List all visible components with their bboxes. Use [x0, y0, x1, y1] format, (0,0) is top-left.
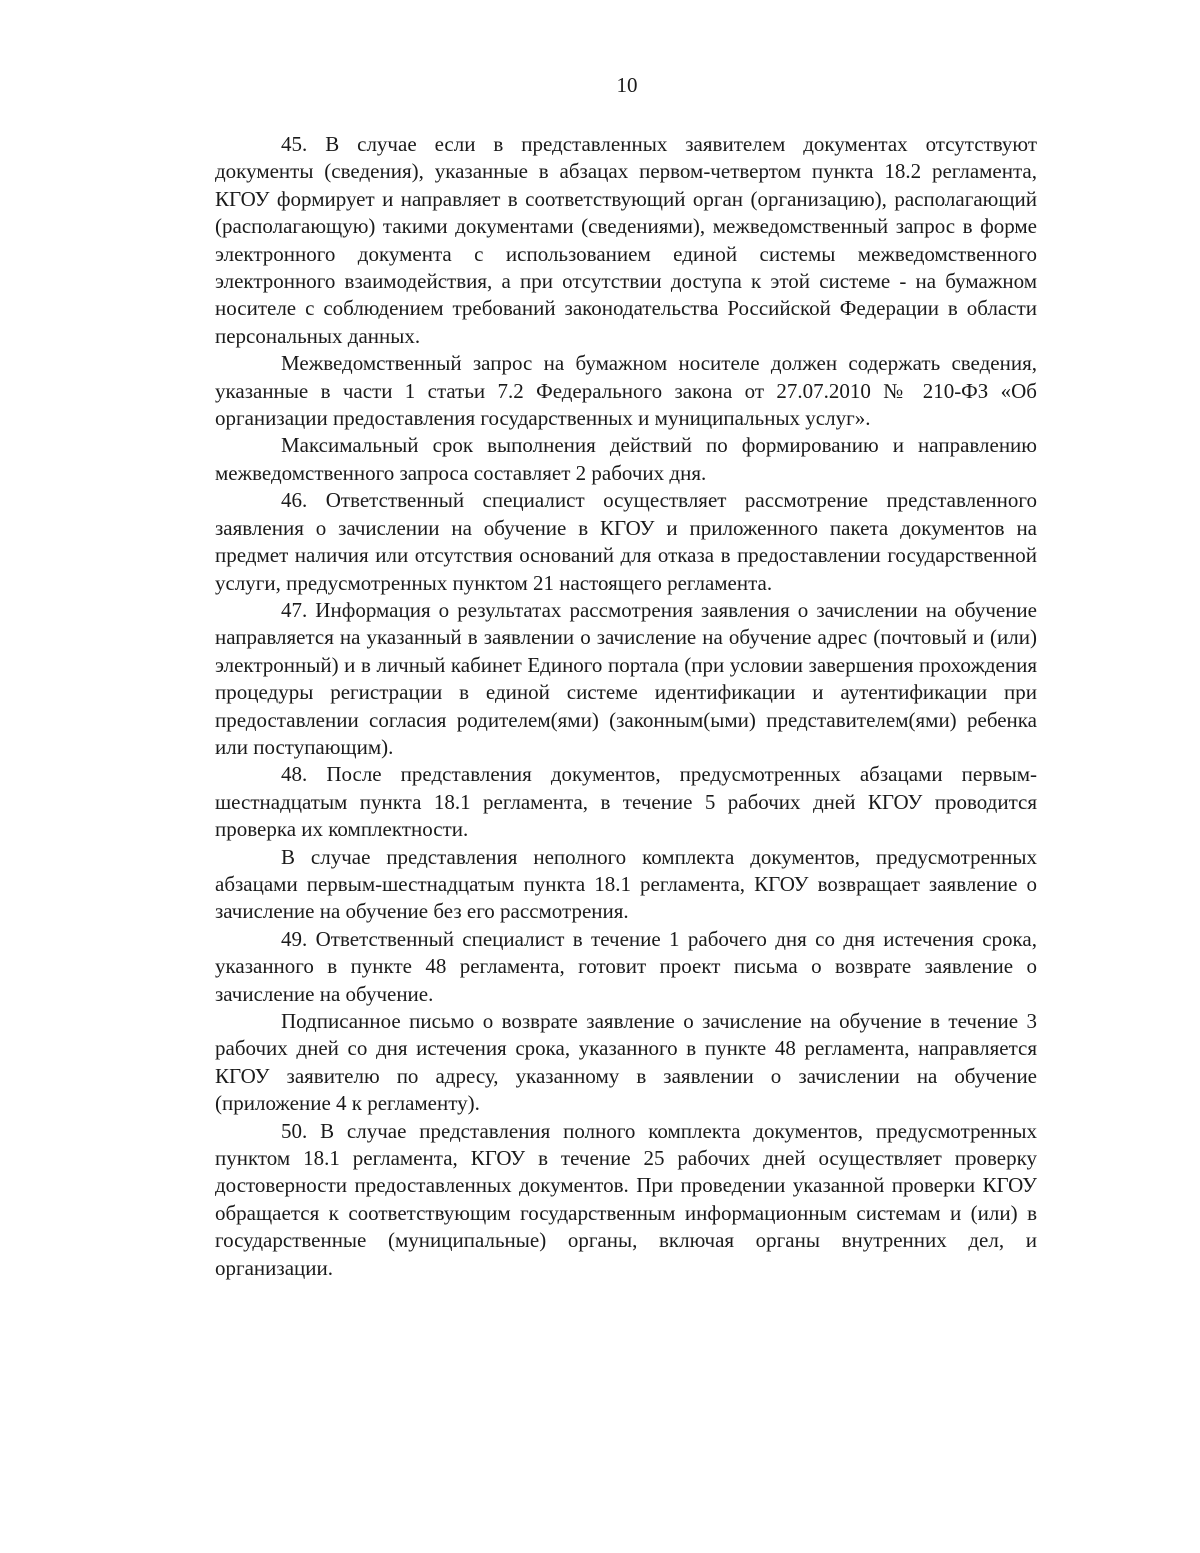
paragraph-incomplete-set: В случае представления неполного комплекта документов, предусмотренных абзацами первым-шестнадцатым пункта 18.1 регламента, КГОУ возвращает заявление о зачисление на обучение без его рассмотрения.	[215, 844, 1037, 924]
paragraph-47: 47. Информация о результатах рассмотрения заявления о зачислении на обучение направляется на указанный в заявлении о зачисление на обучение адрес (почтовый и (или) электронный) и в личный кабинет Единого портала (при условии завершения прохождения процедуры регистрации в единой системе идентификации и аутентификации при предоставлении согласия родителем(ями) (законным(ыми) представителем(ями) ребенка или поступающим).	[215, 597, 1037, 759]
paragraph-48: 48. После представления документов, предусмотренных абзацами первым-шестнадцатым пункта 18.1 регламента, в течение 5 рабочих дней КГОУ проводится проверка их комплектности.	[215, 762, 1037, 842]
paragraph-signed-letter: Подписанное письмо о возврате заявление о зачисление на обучение в течение 3 рабочих дней со дня истечения срока, указанного в пункте 48 регламента, направляется КГОУ заявителю по адресу, указанному в заявлении о зачислении на обучение (приложение 4 к регламенту).	[215, 1009, 1037, 1116]
paragraph-49: 49. Ответственный специалист в течение 1 рабочего дня со дня истечения срока, указанного в пункте 48 регламента, готовит проект письма о возврате заявление о зачисление на обучение.	[215, 926, 1037, 1006]
paragraph-46: 46. Ответственный специалист осуществляет рассмотрение представленного заявления о зачислении на обучение в КГОУ и приложенного пакета документов на предмет наличия или отсутствия оснований для отказа в предоставлении государственной услуги, предусмотренных пунктом 21 настоящего регламента.	[215, 488, 1037, 595]
paragraph-50: 50. В случае представления полного комплекта документов, предусмотренных пунктом 18.1 регламента, КГОУ в течение 25 рабочих дней осуществляет проверку достоверности предоставленных документов. При проведении указанной проверки КГОУ обращается к соответствующим государственным информационным системам и (или) в государственные (муниципальные) органы, включая органы внутренних дел, и организации.	[215, 1118, 1037, 1280]
paragraph-interagency-request: Межведомственный запрос на бумажном носителе должен содержать сведения, указанные в части 1 статьи 7.2 Федерального закона от 27.07.2010 № 210-ФЗ «Об организации предоставления государственных и муниципальных услуг».	[215, 351, 1037, 431]
paragraph-max-term: Максимальный срок выполнения действий по формированию и направлению межведомственного запроса составляет 2 рабочих дня.	[215, 433, 1037, 485]
document-body	[215, 131, 1037, 1282]
paragraph-45: 45. В случае если в представленных заявителем документах отсутствуют документы (сведения), указанные в абзацах первом-четвертом пункта 18.2 регламента, КГОУ формирует и направляет в соответствующий орган (организацию), располагающий (располагающую) такими документами (сведениями), межведомственный запрос в форме электронного документа с использованием единой системы межведомственного электронного взаимодействия, а при отсутствии доступа к этой системе - на бумажном носителе с соблюдением требований законодательства Российской Федерации в области персональных данных.	[215, 132, 1037, 348]
page-number: 10	[616, 73, 638, 97]
